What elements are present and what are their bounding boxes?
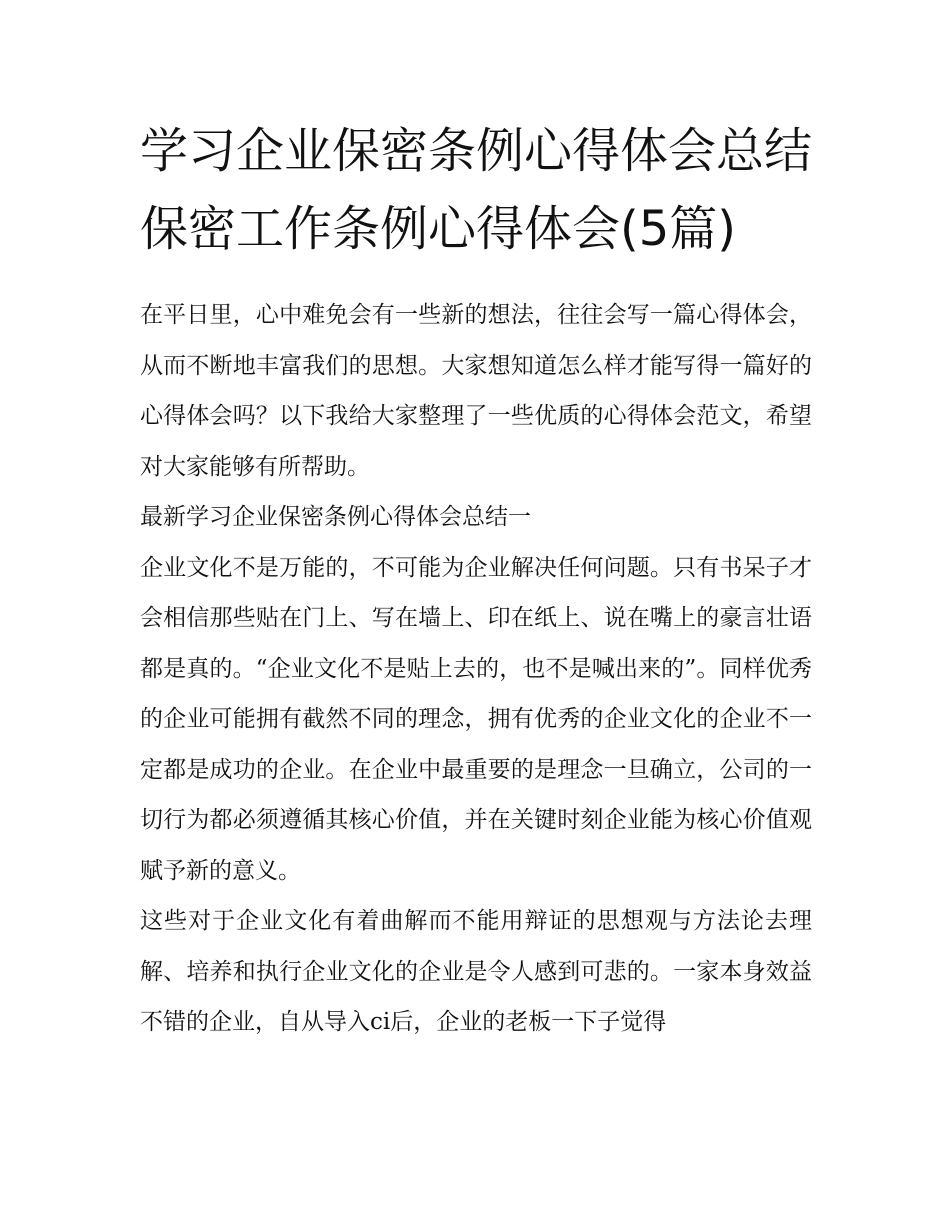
- section-heading: 最新学习企业保密条例心得体会总结一: [140, 504, 531, 530]
- intro-paragraph: 在平日里，心中难免会有一些新的想法，往往会写一篇心得体会，从而不断地丰富我们的思想。大家想知道怎么样才能写得一篇好的心得体会吗？以下我给大家整理了一些优质的心得体会范文，希望对大家能够有所帮助。: [140, 302, 812, 480]
- document-title: 学习企业保密条例心得体会总结 保密工作条例心得体会(5篇): [140, 123, 813, 257]
- body-paragraph: 这些对于企业文化有着曲解而不能用辩证的思想观与方法论去理解、培养和执行企业文化的企业是令人感到可悲的。一家本身效益不错的企业，自从导入ci后，企业的老板一下子觉得: [140, 908, 812, 1035]
- document-body: [140, 290, 812, 1048]
- document-page: [140, 112, 812, 1048]
- body-paragraph: 企业文化不是万能的，不可能为企业解决任何问题。只有书呆子才会相信那些贴在门上、写在墙上、印在纸上、说在嘴上的豪言壮语都是真的。“企业文化不是贴上去的，也不是喊出来的”。同样优秀的企业可能拥有截然不同的理念，拥有优秀的企业文化的企业不一定都是成功的企业。在企业中最重要的是理念一旦确立，公司的一切行为都必须遵循其核心价值，并在关键时刻企业能为核心价值观赋予新的意义。: [140, 554, 812, 884]
